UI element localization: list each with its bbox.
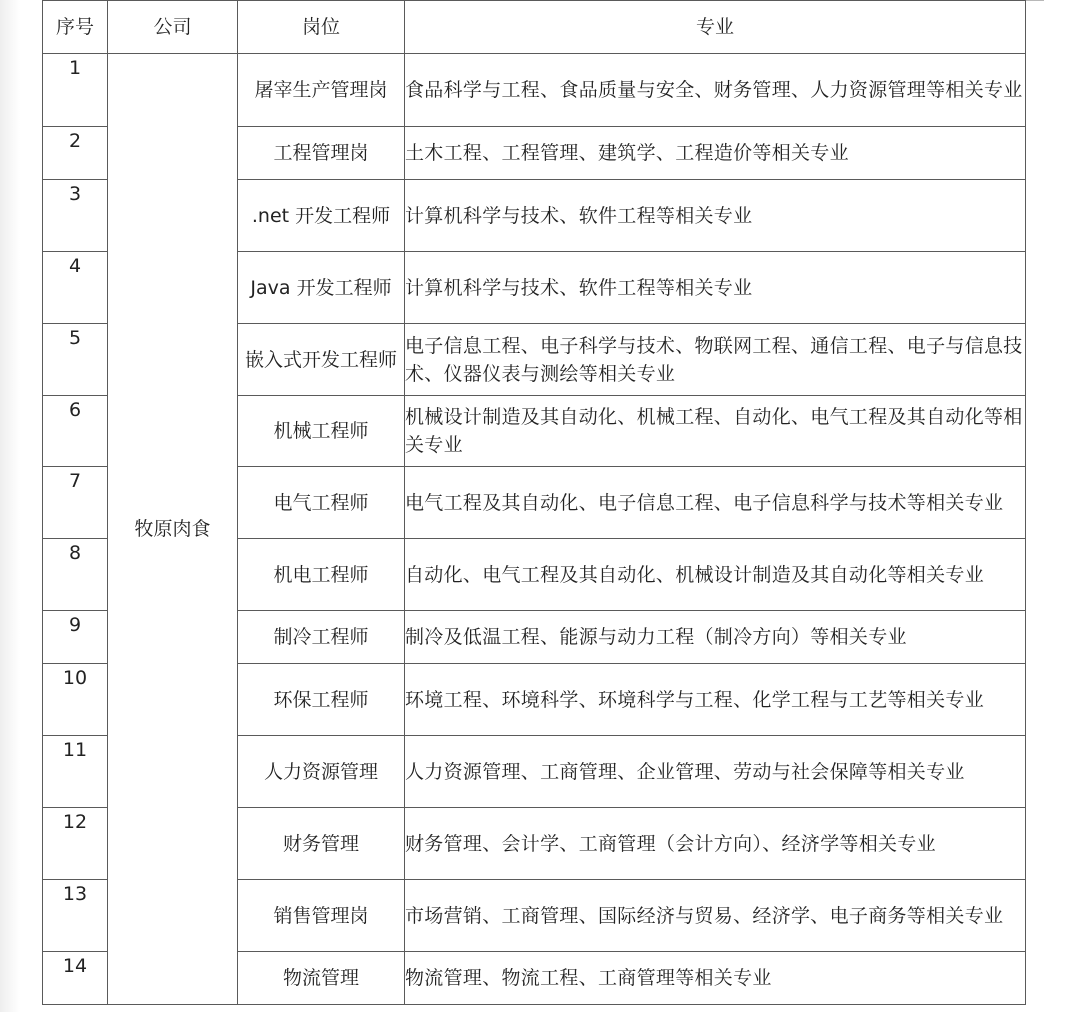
row-major: 电子信息工程、电子科学与技术、物联网工程、通信工程、电子与信息技术、仪器仪表与测绘等相关专业 [405, 324, 1026, 396]
row-major: 环境工程、环境科学、环境科学与工程、化学工程与工艺等相关专业 [405, 664, 1026, 736]
row-post: 制冷工程师 [238, 611, 405, 664]
row-seq: 11 [43, 736, 108, 808]
row-major: 电气工程及其自动化、电子信息工程、电子信息科学与技术等相关专业 [405, 467, 1026, 539]
row-major: 自动化、电气工程及其自动化、机械设计制造及其自动化等相关专业 [405, 539, 1026, 611]
row-post: .net 开发工程师 [238, 180, 405, 252]
row-major: 机械设计制造及其自动化、机械工程、自动化、电气工程及其自动化等相关专业 [405, 396, 1026, 467]
row-post: 屠宰生产管理岗 [238, 54, 405, 127]
row-post: 销售管理岗 [238, 880, 405, 952]
row-seq: 10 [43, 664, 108, 736]
row-major: 物流管理、物流工程、工商管理等相关专业 [405, 952, 1026, 1005]
row-major: 食品科学与工程、食品质量与安全、财务管理、人力资源管理等相关专业 [405, 54, 1026, 127]
row-post: 电气工程师 [238, 467, 405, 539]
row-seq: 2 [43, 127, 108, 180]
recruitment-majors-table [42, 0, 1026, 1005]
row-major: 计算机科学与技术、软件工程等相关专业 [405, 252, 1026, 324]
row-major: 市场营销、工商管理、国际经济与贸易、经济学、电子商务等相关专业 [405, 880, 1026, 952]
row-post: 财务管理 [238, 808, 405, 880]
company-name: 牧原肉食 [108, 54, 238, 1005]
row-seq: 5 [43, 324, 108, 396]
row-post: 环保工程师 [238, 664, 405, 736]
header-major: 专业 [405, 1, 1026, 54]
row-major: 人力资源管理、工商管理、企业管理、劳动与社会保障等相关专业 [405, 736, 1026, 808]
row-major: 计算机科学与技术、软件工程等相关专业 [405, 180, 1026, 252]
page-edge-shadow [0, 0, 20, 1012]
row-post: 嵌入式开发工程师 [238, 324, 405, 396]
row-seq: 6 [43, 396, 108, 467]
row-seq: 8 [43, 539, 108, 611]
header-company: 公司 [108, 1, 238, 54]
row-post: 机械工程师 [238, 396, 405, 467]
row-major: 财务管理、会计学、工商管理（会计方向）、经济学等相关专业 [405, 808, 1026, 880]
row-seq: 13 [43, 880, 108, 952]
row-major: 制冷及低温工程、能源与动力工程（制冷方向）等相关专业 [405, 611, 1026, 664]
row-post: 工程管理岗 [238, 127, 405, 180]
table-row [43, 54, 1026, 127]
row-post: 物流管理 [238, 952, 405, 1005]
header-post: 岗位 [238, 1, 405, 54]
row-seq: 14 [43, 952, 108, 1005]
row-major: 土木工程、工程管理、建筑学、工程造价等相关专业 [405, 127, 1026, 180]
table-header-row [43, 1, 1026, 54]
row-seq: 12 [43, 808, 108, 880]
row-seq: 9 [43, 611, 108, 664]
row-post: Java 开发工程师 [238, 252, 405, 324]
row-seq: 7 [43, 467, 108, 539]
header-seq: 序号 [43, 1, 108, 54]
table-top-line-extension [1024, 0, 1044, 1]
row-post: 机电工程师 [238, 539, 405, 611]
row-seq: 4 [43, 252, 108, 324]
row-post: 人力资源管理 [238, 736, 405, 808]
row-seq: 3 [43, 180, 108, 252]
row-seq: 1 [43, 54, 108, 127]
